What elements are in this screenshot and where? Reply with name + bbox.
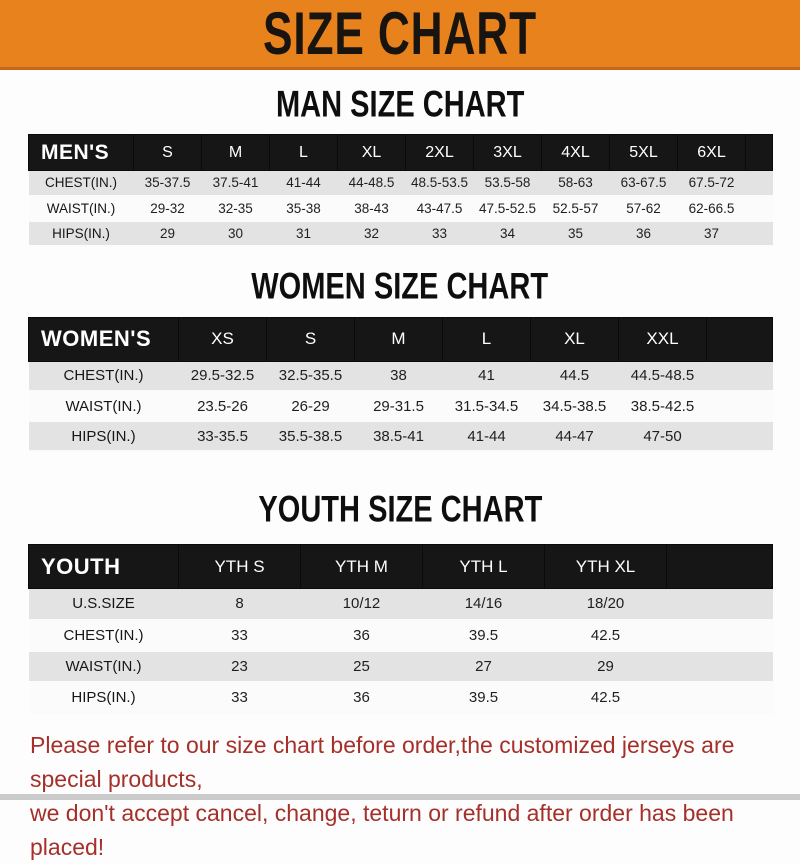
column-header: L [270, 135, 338, 171]
women-size-table [28, 317, 773, 453]
table-cell: 35-37.5 [134, 171, 202, 196]
banner [0, 0, 800, 70]
men-size-table [28, 134, 773, 247]
table-cell: 36 [610, 221, 678, 246]
men-section [0, 70, 800, 247]
table-cell: 42.5 [545, 682, 667, 713]
column-header: XS [179, 317, 267, 361]
table-cell: 23 [179, 651, 301, 682]
table-cell-filler [746, 221, 773, 246]
table-cell: 34 [474, 221, 542, 246]
column-header: XL [338, 135, 406, 171]
table-cell-filler [746, 171, 773, 196]
table-cell: 33 [406, 221, 474, 246]
disclaimer-line-1: Please refer to our size chart before order,the customized jerseys are special products, [30, 731, 735, 792]
table-cell: 33 [179, 682, 301, 713]
table-cell: 32-35 [202, 196, 270, 221]
table-row [29, 361, 773, 391]
column-header-filler [667, 545, 773, 589]
table-cell: 38 [355, 361, 443, 391]
row-label: U.S.SIZE [29, 589, 179, 620]
column-header: YTH XL [545, 545, 667, 589]
table-cell: 41-44 [270, 171, 338, 196]
women-group-label: WOMEN'S [29, 317, 179, 361]
column-header: YTH L [423, 545, 545, 589]
table-cell: 57-62 [610, 196, 678, 221]
table-cell: 62-66.5 [678, 196, 746, 221]
row-label: WAIST(IN.) [29, 196, 134, 221]
column-header: S [134, 135, 202, 171]
banner-title: SIZE CHART [263, 0, 537, 68]
table-cell: 29 [545, 651, 667, 682]
table-cell: 36 [301, 682, 423, 713]
youth-size-table [28, 544, 773, 714]
women-section-title: WOMEN SIZE CHART [251, 264, 549, 306]
row-label: WAIST(IN.) [29, 651, 179, 682]
table-cell: 41 [443, 361, 531, 391]
table-cell: 41-44 [443, 421, 531, 451]
table-cell: 38.5-42.5 [619, 391, 707, 421]
row-label: WAIST(IN.) [29, 391, 179, 421]
table-cell: 43-47.5 [406, 196, 474, 221]
row-label: CHEST(IN.) [29, 620, 179, 651]
table-cell: 37 [678, 221, 746, 246]
table-cell: 44.5-48.5 [619, 361, 707, 391]
column-header: 3XL [474, 135, 542, 171]
row-label: CHEST(IN.) [29, 361, 179, 391]
table-cell: 29 [134, 221, 202, 246]
table-cell: 39.5 [423, 682, 545, 713]
table-row [29, 620, 773, 651]
table-cell: 29.5-32.5 [179, 361, 267, 391]
table-cell: 36 [301, 620, 423, 651]
table-cell: 32 [338, 221, 406, 246]
women-section-title-wrap [0, 247, 800, 317]
table-cell: 29-32 [134, 196, 202, 221]
column-header: M [355, 317, 443, 361]
table-row [29, 391, 773, 421]
table-cell: 27 [423, 651, 545, 682]
table-cell: 67.5-72 [678, 171, 746, 196]
youth-section-title-wrap [0, 452, 800, 544]
row-label: CHEST(IN.) [29, 171, 134, 196]
table-cell-filler [707, 361, 773, 391]
youth-group-label: YOUTH [29, 545, 179, 589]
table-row [29, 221, 773, 246]
row-label: HIPS(IN.) [29, 221, 134, 246]
table-cell-filler [667, 651, 773, 682]
table-cell: 14/16 [423, 589, 545, 620]
column-header: 2XL [406, 135, 474, 171]
column-header: YTH S [179, 545, 301, 589]
column-header: L [443, 317, 531, 361]
women-section [0, 247, 800, 453]
column-header: 5XL [610, 135, 678, 171]
table-cell: 44-47 [531, 421, 619, 451]
table-cell: 31 [270, 221, 338, 246]
table-cell: 35.5-38.5 [267, 421, 355, 451]
column-header-filler [746, 135, 773, 171]
column-header: S [267, 317, 355, 361]
disclaimer-line-2: we don't accept cancel, change, teturn or refund after order has been placed! [30, 799, 734, 860]
row-label: HIPS(IN.) [29, 421, 179, 451]
table-cell-filler [707, 391, 773, 421]
table-row [29, 651, 773, 682]
table-cell: 48.5-53.5 [406, 171, 474, 196]
table-cell: 52.5-57 [542, 196, 610, 221]
table-cell-filler [667, 682, 773, 713]
table-cell: 35-38 [270, 196, 338, 221]
row-label: HIPS(IN.) [29, 682, 179, 713]
men-header-row [29, 135, 773, 171]
column-header: 6XL [678, 135, 746, 171]
column-header: XXL [619, 317, 707, 361]
table-cell: 39.5 [423, 620, 545, 651]
table-row [29, 421, 773, 451]
table-cell: 29-31.5 [355, 391, 443, 421]
table-cell-filler [707, 421, 773, 451]
table-cell: 34.5-38.5 [531, 391, 619, 421]
column-header-filler [707, 317, 773, 361]
youth-header-row [29, 545, 773, 589]
table-cell: 37.5-41 [202, 171, 270, 196]
column-header: M [202, 135, 270, 171]
women-header-row [29, 317, 773, 361]
table-cell: 53.5-58 [474, 171, 542, 196]
table-cell: 35 [542, 221, 610, 246]
table-cell: 26-29 [267, 391, 355, 421]
table-cell: 38-43 [338, 196, 406, 221]
table-cell: 44-48.5 [338, 171, 406, 196]
table-cell: 63-67.5 [610, 171, 678, 196]
column-header: XL [531, 317, 619, 361]
table-cell: 31.5-34.5 [443, 391, 531, 421]
table-cell: 8 [179, 589, 301, 620]
table-cell: 23.5-26 [179, 391, 267, 421]
table-cell: 58-63 [542, 171, 610, 196]
table-cell: 30 [202, 221, 270, 246]
table-row [29, 171, 773, 196]
table-cell-filler [667, 589, 773, 620]
men-section-title: MAN SIZE CHART [275, 82, 525, 125]
table-cell-filler [667, 620, 773, 651]
table-row [29, 589, 773, 620]
youth-section [0, 452, 800, 714]
table-cell: 47.5-52.5 [474, 196, 542, 221]
table-cell: 25 [301, 651, 423, 682]
men-section-title-wrap [0, 70, 800, 134]
column-header: YTH M [301, 545, 423, 589]
table-cell: 10/12 [301, 589, 423, 620]
table-row [29, 682, 773, 713]
men-group-label: MEN'S [29, 135, 134, 171]
table-cell-filler [746, 196, 773, 221]
youth-section-title: YOUTH SIZE CHART [258, 487, 542, 530]
table-cell: 18/20 [545, 589, 667, 620]
table-row [29, 196, 773, 221]
bottom-strip [0, 794, 800, 800]
table-cell: 44.5 [531, 361, 619, 391]
table-cell: 33-35.5 [179, 421, 267, 451]
table-cell: 33 [179, 620, 301, 651]
column-header: 4XL [542, 135, 610, 171]
table-cell: 38.5-41 [355, 421, 443, 451]
table-cell: 47-50 [619, 421, 707, 451]
table-cell: 42.5 [545, 620, 667, 651]
table-cell: 32.5-35.5 [267, 361, 355, 391]
